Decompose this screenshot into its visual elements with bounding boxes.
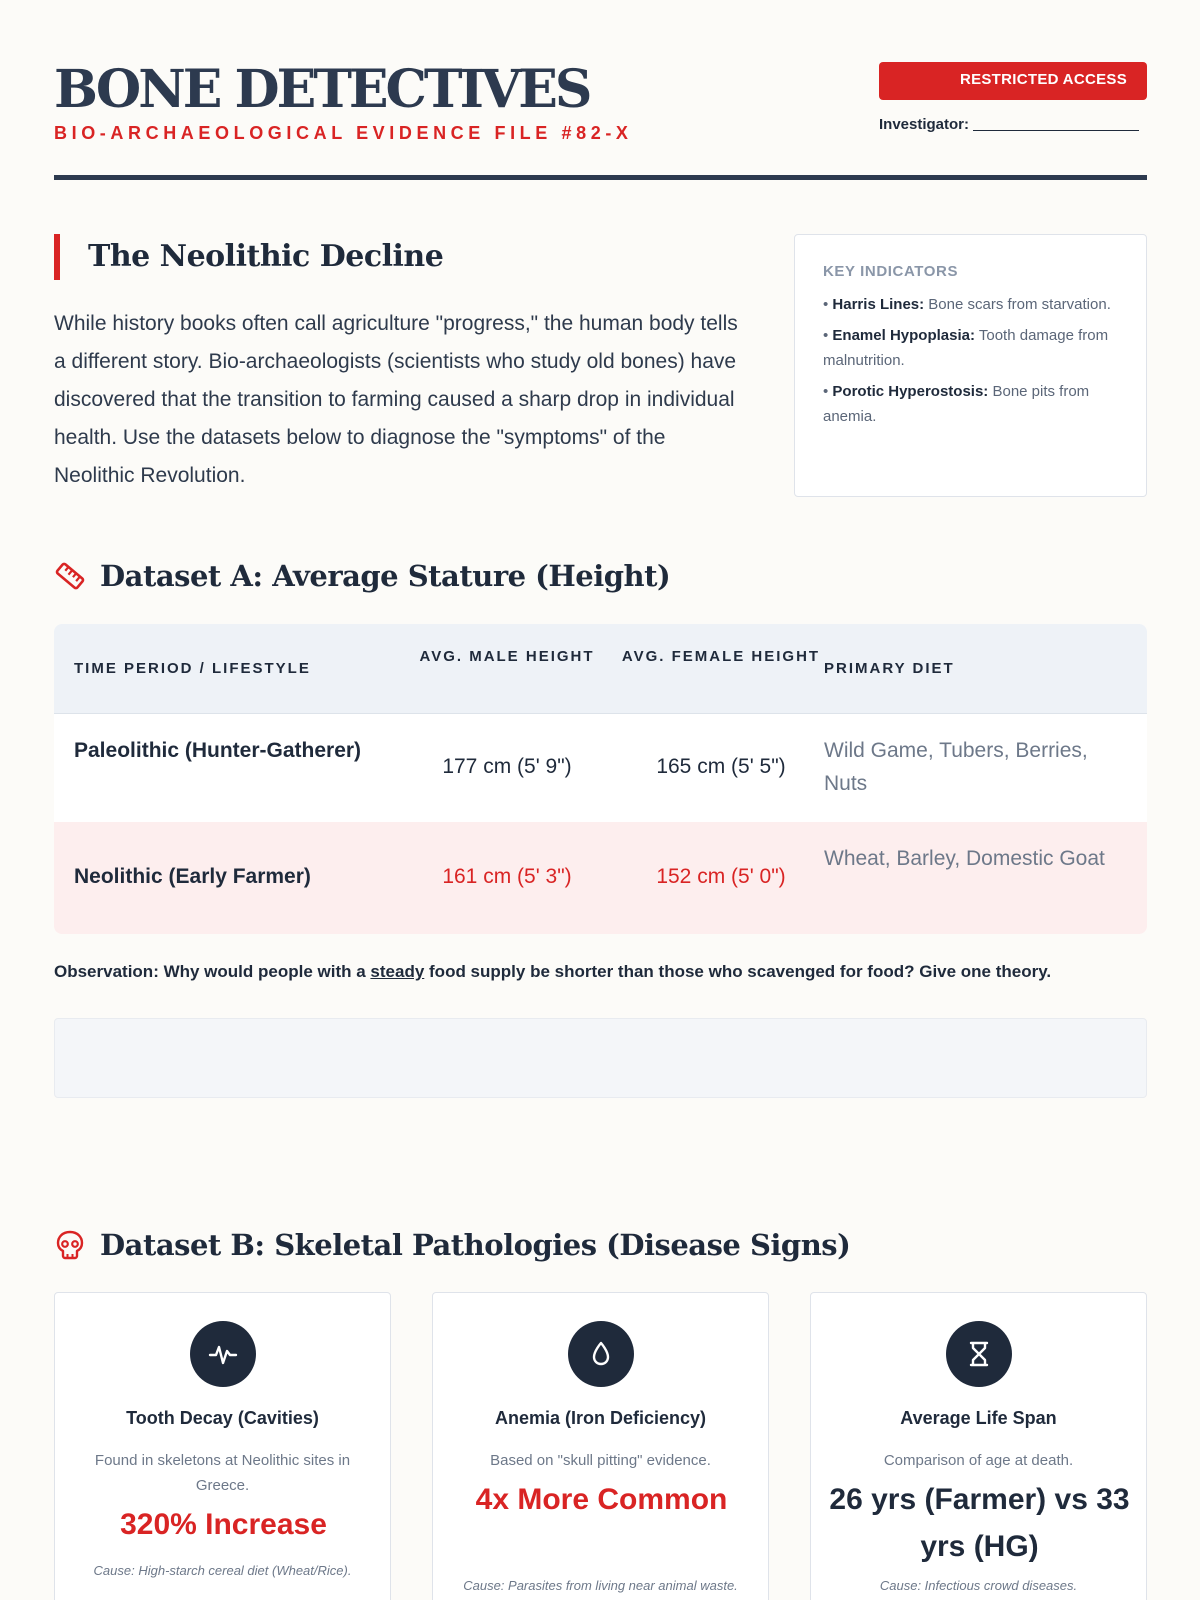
indicator-term: Enamel Hypoplasia: xyxy=(832,327,975,344)
pathology-card-tooth-decay xyxy=(54,1292,391,1600)
column-header: TIME PERIOD / LIFESTYLE xyxy=(74,660,311,677)
key-indicator-item: • Enamel Hypoplasia: Tooth damage from malnutrition. xyxy=(823,327,1109,369)
dataset-a-title: Dataset A: Average Stature (Height) xyxy=(100,559,671,593)
female-height-cell: 152 cm (5' 0") xyxy=(656,865,786,888)
investigator-field[interactable] xyxy=(879,116,1139,133)
card-description: Found in skeletons at Neolithic sites in Greece. xyxy=(94,1452,351,1494)
column-header: AVG. MALE HEIGHT xyxy=(419,648,595,665)
observation-emphasis: steady xyxy=(370,962,425,981)
indicator-text: Tooth damage from malnutrition. xyxy=(823,327,1109,369)
file-header xyxy=(54,56,1147,180)
period-cell: Neolithic (Early Farmer) xyxy=(74,865,311,888)
male-height-cell: 161 cm (5' 3") xyxy=(442,865,572,888)
intro-title: The Neolithic Decline xyxy=(54,234,443,280)
page-title: BONE DETECTIVES xyxy=(54,59,590,120)
card-title: Anemia (Iron Deficiency) xyxy=(494,1408,707,1428)
observation-answer-box[interactable] xyxy=(54,1018,1147,1098)
restricted-access-badge: RESTRICTED ACCESS xyxy=(879,62,1147,100)
file-subtitle: BIO-ARCHAEOLOGICAL EVIDENCE FILE #82-X xyxy=(54,123,633,143)
female-height-cell: 165 cm (5' 5") xyxy=(656,755,786,778)
indicator-text: Bone scars from starvation. xyxy=(928,296,1111,313)
card-cause: Cause: Infectious crowd diseases. xyxy=(879,1578,1078,1593)
observation-text-post: food supply be shorter than those who scavenged for food? Give one theory. xyxy=(424,962,1052,981)
card-title: Tooth Decay (Cavities) xyxy=(126,1408,319,1428)
indicator-term: Porotic Hyperostosis: xyxy=(832,383,989,400)
card-description: Based on "skull pitting" evidence. xyxy=(490,1452,711,1469)
card-title: Average Life Span xyxy=(900,1408,1057,1428)
period-cell: Paleolithic (Hunter-Gatherer) xyxy=(74,739,362,762)
male-height-cell: 177 cm (5' 9") xyxy=(442,755,572,778)
dataset-b-heading xyxy=(54,1225,850,1265)
stature-table xyxy=(54,624,1147,934)
pathology-card-anemia xyxy=(432,1292,769,1600)
pathology-card-life-span xyxy=(810,1292,1147,1600)
table-row xyxy=(54,822,1147,934)
key-indicators-box xyxy=(794,234,1147,497)
table-row xyxy=(54,714,1147,822)
observation-text-pre: Observation: Why would people with a xyxy=(54,962,371,981)
key-indicators-title: KEY INDICATORS xyxy=(823,263,959,280)
column-header: PRIMARY DIET xyxy=(824,660,955,677)
card-description: Comparison of age at death. xyxy=(883,1452,1074,1469)
dataset-a-heading xyxy=(54,556,670,596)
investigator-blank-line[interactable] xyxy=(973,117,1139,131)
card-stat: 320% Increase xyxy=(120,1508,327,1541)
ruler-icon xyxy=(54,560,86,592)
card-stat: 26 yrs (Farmer) vs 33 yrs (HG) xyxy=(829,1483,1130,1563)
key-indicator-item: • Porotic Hyperostosis: Bone pits from anemia. xyxy=(823,383,1090,425)
observation-prompt xyxy=(54,958,1147,985)
column-header: AVG. FEMALE HEIGHT xyxy=(621,648,821,665)
investigator-label: Investigator: xyxy=(879,116,970,133)
skull-icon xyxy=(54,1229,86,1261)
card-cause: Cause: High-starch cereal diet (Wheat/Rice). xyxy=(93,1563,352,1578)
key-indicator-item: • Harris Lines: Bone scars from starvation. xyxy=(823,296,1111,313)
drop-icon xyxy=(568,1321,634,1387)
table-header-row xyxy=(54,624,1147,714)
pulse-icon xyxy=(190,1321,256,1387)
intro-paragraph: While history books often call agriculture "progress," the human body tells a different story. Bio-archaeologists (scientists who study old bones) have discovered that the transition to farming caused a sharp drop in individual health. Use the datasets below to diagnose the "symptoms" of the Neolithic Revolution. xyxy=(54,312,738,487)
hourglass-icon xyxy=(946,1321,1012,1387)
indicator-term: Harris Lines: xyxy=(832,296,925,313)
diet-cell: Wheat, Barley, Domestic Goat xyxy=(824,847,1105,870)
indicator-text: Bone pits from anemia. xyxy=(823,383,1090,425)
diet-cell: Wild Game, Tubers, Berries, Nuts xyxy=(824,739,1088,795)
card-stat: 4x More Common xyxy=(475,1483,728,1516)
card-cause: Cause: Parasites from living near animal waste. xyxy=(463,1578,738,1593)
dataset-b-title: Dataset B: Skeletal Pathologies (Disease Signs) xyxy=(100,1228,851,1262)
evidence-file-page xyxy=(54,0,1147,1600)
